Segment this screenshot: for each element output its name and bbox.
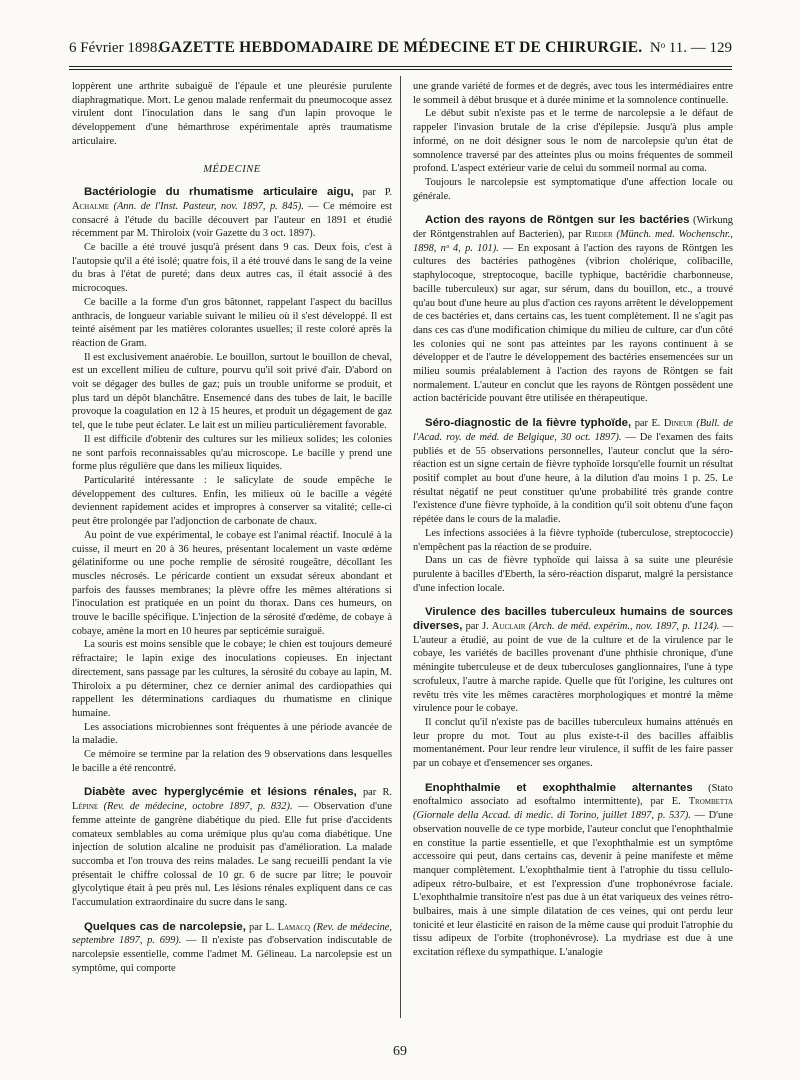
paragraph: Il est difficile d'obtenir des cultures sur les milieux solides; les colonies ne sont parfois reconnaissables qu'au microscope. Le bacille y prend une forme plus régulière que dans les milieux liquides.	[72, 433, 392, 473]
paragraph: Ce bacille a été trouvé jusqu'à présent dans 9 cas. Deux fois, c'est à l'autopsie qu'il a été isolé; quatre fois, il a été trouvé dans le sang de la veine du bras à l'état de pureté; dans deux autres cas, il était associé à des microcoques.	[72, 242, 392, 295]
paragraph: Les infections associées à la fièvre typhoïde (tuberculose, streptococcie) n'empêchent pas la réaction de se produire.	[413, 527, 733, 553]
article-reference: (Münch. med. Wochenschr., 1898, nᵒ 4, p. 101).	[413, 229, 733, 254]
article-author: Achalme	[72, 200, 110, 212]
journal-title: GAZETTE HEBDOMADAIRE DE MÉDECINE ET DE CHIRURGIE.	[158, 39, 643, 56]
left-column	[72, 80, 392, 976]
section-heading: MÉDECINE	[203, 163, 261, 175]
paragraph: Particularité intéressante : le salicylate de soude empêche le développement des cultures. Enfin, les milieux où le bacille a végété deviennent rapidement acides et impropres à conserver sa vitalité; celle-ci peut être prolongée par l'adjonction de carbonate de chaux.	[72, 474, 392, 528]
paragraph: La souris est moins sensible que le cobaye; le chien est toujours demeuré réfractaire; le lapin exige des inoculations copieuses. En injectant directement, sans passage par les cultures, la sérosité du cobaye au lapin, M. Thiroloix a pu déterminer, chez ce dernier animal des cardiopathies qui rappellent les déterminations cardiaques du rhumatisme en clinique humaine.	[72, 639, 392, 719]
article-bacteriologie: Bactériologie du rhumatisme articulaire aigu, par P. Achalme (Ann. de l'Inst. Pasteur, nov. 1897, p. 845). — Ce mémoire est consacré à l'étude du bacille découvert par l'auteur en 1891 et étudié récemment par M. Thiroloix (voir Gazette du 3 oct. 1897). Ce bacille a été trouvé jusqu'à présent dans 9 cas. Deux fois, c'est à l'autopsie qu'il a été isolé; quatre fois, il a été trouvé dans le sang de la veine du bras à l'état de pureté; dans deux autres cas, il était associé à des microcoques. Ce bacille a la forme d'un gros bâtonnet, rappelant l'aspect du bacillus anthracis, de longueur variable suivant le milieu où il s'est développé. Il est teinté aisément par les matières colorantes usuelles; il reste coloré après la réaction de Gram. Il est exclusivement anaérobie. Le bouillon, surtout le bouillon de cheval, est un excellent milieu de culture, pourvu qu'il soit privé d'air. D'abord on voit se dégager des bulles de gaz; puis un trouble uniforme se produit, et plus tard un dépôt blanchâtre. Ensemencé dans des tubes de lait, le bacille provoque la coagulation en 12 à 15 heures, et produit un dégagement de gaz tel, que le tube peut éclater. Le lait est un milieu particulièrement favorable. Il est difficile d'obtenir des cultures sur les milieux solides; les colonies ne sont parfois reconnaissables qu'au microscope. Le bacille y prend une forme plus régulière que dans les milieux liquides. Particularité intéressante : le salicylate de soude empêche le développement des cultures. Enfin, les milieux où le bacille a végété deviennent rapidement acides et impropres à conserver sa vitalité; celle-ci peut être prolongée par l'adjonction de carbonate de chaux. Au point de vue expérimental, le cobaye est l'animal réactif. Inoculé à la cuisse, il meurt en 20 à 36 heures, présentant localement un vaste œdème gélatiniforme ou une poche remplie de sérosité rougeâtre, décollant les muscles nécrosés. Le péricarde contient un exsudat séreux abondant et parfois des fausses membranes; la plèvre offre les mêmes altérations si l'inoculation est pratiquée en un point du thorax. Dans ces humeurs, on trouve le bacille spécifique. L'injection de la sérosité d'œdème, de cobaye à cobaye, amène la mort en 10 heures par septicémie suraiguë. La souris est moins sensible que le cobaye; le chien est toujours demeuré réfractaire; le lapin exige des inoculations copieuses. En injectant directement, sans passage par les cultures, la sérosité du cobaye au lapin, M. Thiroloix a pu déterminer, chez ce dernier animal des cardiopathies qui rappellent les déterminations cardiaques du rhumatisme en clinique humaine. Les associations microbiennes sont fréquentes à une période avancée de la maladie. Ce mémoire se termine par la relation des 9 observations dans lesquelles le bacille a été rencontré.	[72, 186, 392, 774]
article-author: Rieder	[585, 229, 613, 241]
issue-page-number: Nᵒ 11. — 129	[649, 40, 732, 56]
paragraph: Les associations microbiennes sont fréquentes à une période avancée de la maladie.	[72, 721, 392, 747]
article-author: Auclair	[491, 621, 526, 633]
article-title: Virulence des bacilles tuberculeux humains de sources diverses,	[413, 606, 733, 633]
issue-date: 6 Février 1898.	[69, 40, 162, 56]
article-title: Diabète avec hyperglycémie et lésions rénales,	[84, 786, 357, 799]
column-divider	[400, 76, 401, 1018]
article-title: Séro-diagnostic de la fièvre typhoïde,	[425, 417, 632, 430]
paragraph: Le début subit n'existe pas et le terme de narcolepsie a le défaut de rappeler l'invasion brutale de la crise d'épilepsie. Jusqu'à plus ample informé, on ne doit désigner sous le nom de narcolepsie qu'un état de somnolence traversé par des atteintes plus ou moins fréquentes de sommeil profond. L'aspect extérieur varie de celui du sommeil normal au coma.	[413, 108, 733, 175]
article-narcolepsie: Quelques cas de narcolepsie, par L. Lamacq (Rev. de médecine, septembre 1897, p. 699). — Il n'existe pas d'observation indiscutable de narcolepsie essentielle, comme l'admet M. Gélineau. La narcolepsie est un symptôme, qui comporte	[72, 920, 393, 974]
article-author: Dineur	[663, 418, 693, 430]
paragraph: Il conclut qu'il n'existe pas de bacilles tuberculeux humains atténués en leur propre du mot. Tout au plus existe-t-il des bacilles affaiblis momentanément. Pour leur rendre leur virulence, il suffit de les faire passer par un cobaye et d'ensemencer ses organes.	[413, 716, 733, 770]
header-rule-double	[69, 69, 732, 70]
right-column	[413, 80, 733, 960]
article-author: Trombetta	[688, 796, 733, 808]
article-title: Quelques cas de narcolepsie,	[84, 920, 246, 933]
article-title: Enophthalmie et exophthalmie alternantes	[425, 781, 693, 794]
article-author: Lépine	[72, 801, 99, 813]
header-rule	[69, 66, 732, 67]
article-title: Action des rayons de Röntgen sur les bactéries	[425, 214, 690, 227]
article-virulence: Virulence des bacilles tuberculeux humains de sources diverses, par J. Auclair (Arch. de méd. expérim., nov. 1897, p. 1124). — L'auteur a étudié, au point de vue de la culture et de la virulence par le cobaye, les variétés de bacilles provenant d'une phthisie chronique, d'une méningite tuberculeuse et de deux tuberculoses ganglionnaires, l'une à type scrofuleux, l'autre à marche rapide. Quelle que fût l'origine, les cultures ont revêtu très vite les mêmes caractères morphologiques et montré la même virulence pour le cobaye. Il conclut qu'il n'existe pas de bacilles tuberculeux humains atténués en leur propre du mot. Tout au plus existe-t-il des bacilles affaiblis momentanément. Pour leur rendre leur virulence, il suffit de les faire passer par un cobaye et d'ensemencer ses organes.	[413, 606, 733, 770]
article-reference: (Ann. de l'Inst. Pasteur, nov. 1897, p. 845).	[113, 200, 304, 212]
article-author: Lamacq	[277, 921, 311, 933]
continued-paragraph: une grande variété de formes et de degrés, avec tous les intermédiaires entre le sommeil à début brusque et à durée minime et la somnolence continuelle.	[413, 81, 733, 106]
article-reference: (Rev. de médecine, septembre 1897, p. 699).	[72, 921, 393, 947]
running-header	[69, 38, 732, 62]
paragraph: Dans un cas de fièvre typhoïde qui laissa à sa suite une pleurésie purulente à bacilles d'Eberth, la séro-réaction disparut, malgré la persistance d'une infection locale.	[413, 555, 733, 594]
continued-paragraph: loppèrent une arthrite subaiguë de l'épaule et une pleurésie purulente diaphragmatique. Mort. Le genou malade renfermait du pneumocoque assez virulent dont l'inoculation dans le sang d'un lapin provoque le développement d'une hémarthrose expérimentale après traumatisme articulaire.	[72, 81, 392, 147]
paragraph: Il est exclusivement anaérobie. Le bouillon, surtout le bouillon de cheval, est un excellent milieu de culture, pourvu qu'il soit privé d'air. D'abord on voit se dégager des bulles de gaz; puis un trouble uniforme se produit, et plus tard un dépôt blanchâtre. Ensemencé dans des tubes de lait, le bacille provoque la coagulation en 12 à 15 heures, et produit un dégagement de gaz tel, que le tube peut éclater. Le lait est un milieu particulièrement favorable.	[72, 351, 392, 432]
paragraph: Ce mémoire se termine par la relation des 9 observations dans lesquelles le bacille a été rencontré.	[72, 749, 392, 774]
article-diabete: Diabète avec hyperglycémie et lésions rénales, par R. Lépine (Rev. de médecine, octobre 1897, p. 832). — Observation d'une femme atteinte de gangrène diabétique du pied. Elle fut prise d'accidents comateux semblables au coma urémique plus qu'au coma diabétique. Une injection de solution alcaline ne produisit pas d'amélioration. La malade succomba et l'on trouva des reins malades. Le sang recueilli pendant la vie présentait le chiffre colossal de 10 gr. 6 de sucre par litre; le pouvoir glycolytique était à peu près nul. Les lésions rénales expliquent dans ce cas l'accumulation extraordinaire du sucre dans le sang.	[72, 786, 392, 909]
paragraph: Toujours le narcolepsie est symptomatique d'une affection locale ou générale.	[413, 176, 733, 202]
page-folio: 69	[393, 1044, 407, 1059]
article-rontgen: Action des rayons de Röntgen sur les bactéries (Wirkung der Röntgenstrahlen auf Bacterien), par Rieder (Münch. med. Wochenschr., 1898, nᵒ 4, p. 101). — En exposant à l'action des rayons de Röntgen les cultures des bactéries pathogènes (vibrion cholérique, colibacille, staphylocoque, streptocoque, bacille typhique, bactéridie charbonneuse, bacille tuberculeux) sur agar, sur sérum, dans du bouillon, etc., a trouvé qu'au bout d'une heure au plus d'action ces rayons arrêtent le développement de ces bactéries et, dans certains cas, les tuent complètement. Il ne s'agit pas dans ces cas d'une modification chimique du milieu de culture, car d'un côté les colonies qui ne sont pas atteintes par les rayons continuent à se développer et de l'autre le développement des bactéries ensemencées sur un milieu soumis préalablement à l'action des rayons de Röntgen se fait normalement. L'auteur en conclut que les rayons de Röntgen possèdent une action bactéricide pouvant être utilisée en thérapeutique.	[413, 214, 733, 405]
article-title: Bactériologie du rhumatisme articulaire aigu,	[84, 186, 354, 199]
paragraph: Au point de vue expérimental, le cobaye est l'animal réactif. Inoculé à la cuisse, il meurt en 20 à 36 heures, présentant localement un vaste œdème gélatiniforme ou une poche remplie de sérosité rougeâtre, décollant les muscles nécrosés. Le péricarde contient un exsudat séreux abondant et parfois des fausses membranes; la plèvre offre les mêmes altérations si l'inoculation est pratiquée en un point du thorax. Dans ces humeurs, on trouve le bacille spécifique. L'injection de la sérosité d'œdème, de cobaye à cobaye, amène la mort en 10 heures par septicémie suraiguë.	[72, 529, 392, 637]
paragraph: Ce bacille a la forme d'un gros bâtonnet, rappelant l'aspect du bacillus anthracis, de longueur variable suivant le milieu où il s'est développé. Il est teinté aisément par les matières colorantes usuelles; il reste coloré après la réaction de Gram.	[72, 296, 392, 349]
article-reference: (Arch. de méd. expérim., nov. 1897, p. 1124).	[528, 621, 720, 633]
article-reference: (Giornale della Accad. di medic. di Torino, juillet 1897, p. 537).	[413, 810, 691, 822]
article-reference: (Bull. de l'Acad. roy. de méd. de Belgique, 30 oct. 1897).	[413, 418, 734, 443]
article-sero-diagnostic: Séro-diagnostic de la fièvre typhoïde, par E. Dineur (Bull. de l'Acad. roy. de méd. de Belgique, 30 oct. 1897). — De l'examen des faits publiés et de 55 observations personnelles, l'auteur conclut que la séro-réaction est un signe certain de fièvre typhoïde lorsqu'elle fournit un résultat positif complet au bout d'une heure, à la dilution d'au moins 1 p. 25. Le résultat négatif ne peut constituer qu'une probabilité très grande contre l'existence d'une fièvre typhoïde, à la condition qu'il soit obtenu d'une façon répétée dans le cours de la maladie. Les infections associées à la fièvre typhoïde (tuberculose, streptococcie) n'empêchent pas la réaction de se produire. Dans un cas de fièvre typhoïde qui laissa à sa suite une pleurésie purulente à bacilles d'Eberth, la séro-réaction disparut, malgré la persistance d'une infection locale.	[413, 417, 734, 594]
article-enophthalmie: Enophthalmie et exophthalmie alternantes (Stato enoftalmico associato ad esoftalmo intermittente), par E. Trombetta (Giornale della Accad. di medic. di Torino, juillet 1897, p. 537). — D'une observation nouvelle de ce type morbide, l'auteur conclut que l'enophthalmie en constitue la partie essentielle, et que l'exophthalmie est un symptôme accessoire qui peut, dans certains cas, devenir à peine manifeste et même manquer complètement. L'exophthalmie tient à l'atrophie du tissu cellulo-adipeux rétro-bulbaire, et est l'expression d'une trophonévrose faciale. L'exophthalmie transitoire n'est pas due à un état variqueux des veines rétro-bulbaires, mais à une simple dilatation de ces veines, qui ont perdu leur tonicité et leur élasticité en raison de la même cause qui produit l'atrophie du tissu adipeux de l'orbite (trophonévrose). La mydriase est due à une excitation réflexe du sympathique. L'analogie	[413, 781, 733, 959]
article-reference: (Rev. de médecine, octobre 1897, p. 832).	[103, 801, 293, 813]
